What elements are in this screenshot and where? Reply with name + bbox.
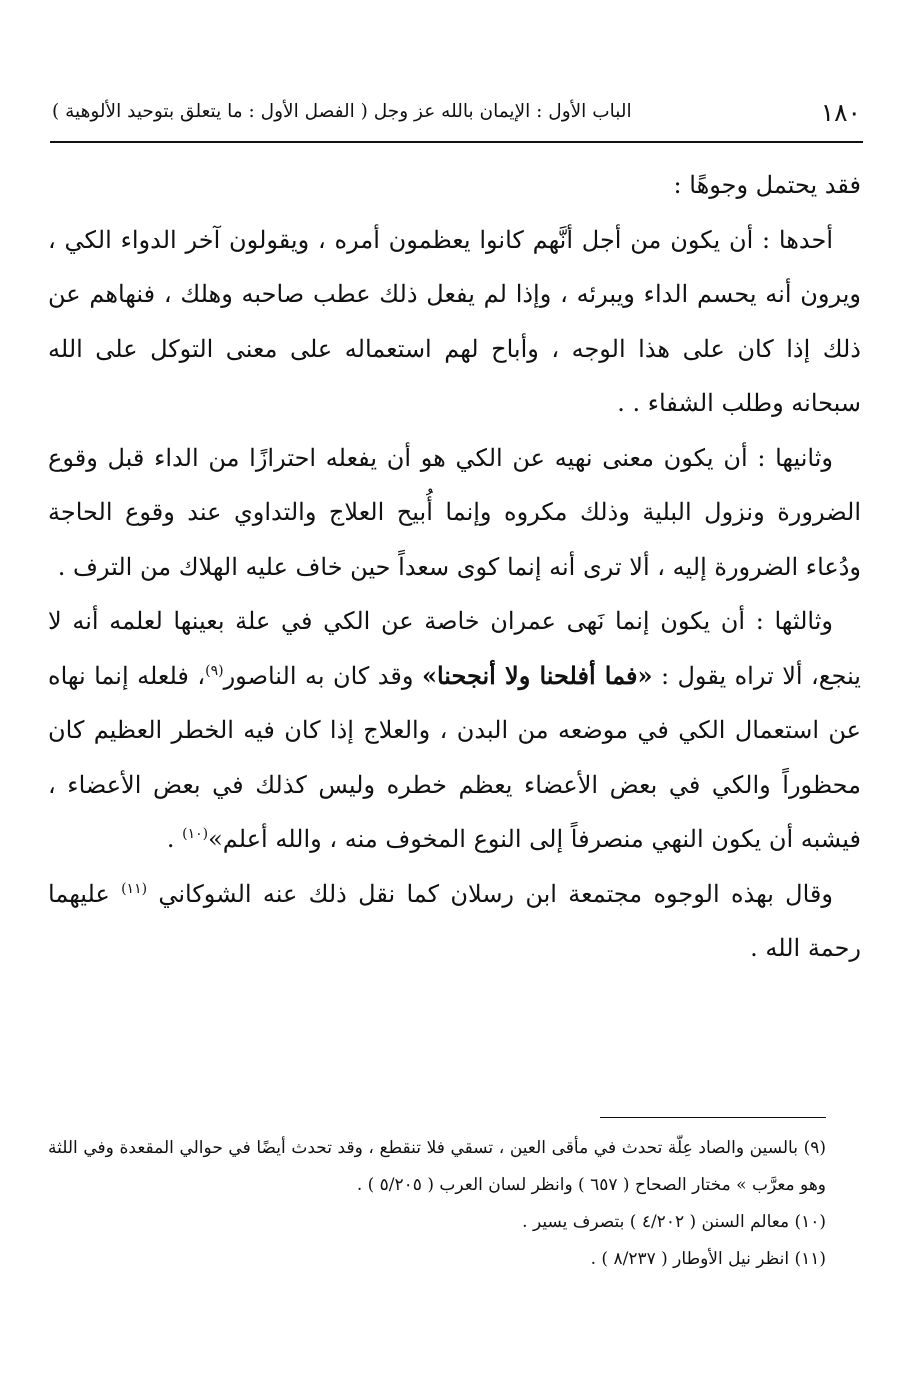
third-text-2: وقد كان به الناصور [223,661,414,690]
page-header [52,98,861,138]
hadith-quote: «فما أفلحنا ولا أنجحنا» [421,660,653,690]
closing-paragraph [48,867,861,976]
footnote-11: (١١) انظر نيل الأوطار ( ٨/٢٣٧ ) . [590,1249,826,1269]
second-aspect-paragraph: وثانيها : أن يكون معنى نهيه عن الكي هو أن يفعله احترازًا من الداء قبل وقوع الضرورة ونزول البلية وذلك مكروه وإنما أُبيح العلاج والتداوي عند وقوع الحاجة ودُعاء الضرورة إليه ، ألا ترى أنه إنما كوى سعداً حين خاف عليه الهلاك من الترف . [48,443,861,581]
intro-paragraph: فقد يحتمل وجوهًا : [673,171,861,199]
footnote-ref-11: (١١) [121,880,148,897]
third-text-end: . [166,825,175,853]
footnotes [48,1130,826,1278]
footnote-10: (١٠) معالم السنن ( ٤/٢٠٢ ) بتصرف يسير . [522,1212,826,1232]
closing-text-2: عليهما رحمة الله . [48,879,861,962]
footnote-ref-10: (١٠) [182,826,209,842]
third-text-1: وثالثها : أن يكون إنما نَهى عمران خاصة عن الكي في علة بعينها لعلمه أنه لا ينجع، ألا تراه يقول : [48,607,861,690]
main-text [48,158,861,976]
third-aspect-paragraph [48,594,861,867]
third-text-3: ، فلعله إنما نهاه عن استعمال الكي في موضعه من البدن ، والعلاج إذا كان فيه الخطر العظيم كان محظوراً والكي في بعض الأعضاء يعظم خطره وليس كذلك في بعض الأعضاء ، فيشبه أن يكون النهي منصرفاً إلى النوع المخوف منه ، والله أعلم» [48,661,861,853]
page-number: ١٨٠ [820,98,861,127]
closing-text-1: وقال بهذه الوجوه مجتمعة ابن رسلان كما نقل ذلك عنه الشوكاني [158,879,833,908]
header-rule [50,141,863,143]
first-aspect-paragraph: أحدها : أن يكون من أجل أنَّهم كانوا يعظمون أمره ، ويقولون آخر الدواء الكي ، ويرون أنه يحسم الداء ويبرئه ، وإذا لم يفعل ذلك عطب صاحبه وهلك ، فنهاهم عن ذلك إذا كان على هذا الوجه ، وأباح لهم استعماله على معنى التوكل على الله سبحانه وطلب الشفاء . . [48,225,861,417]
footnote-separator [600,1117,826,1118]
footnote-9: (٩) بالسين والصاد عِلّة تحدث في مأقى العين ، تسقي فلا تنقطع ، وقد تحدث أيضًا في حوالي المقعدة وفي اللثة وهو معرَّب » مختار الصحاح ( ٦٥٧ ) وانظر لسان العرب ( ٥/٢٠٥ ) . [48,1138,826,1195]
footnote-ref-9: (٩) [205,662,224,679]
running-head: الباب الأول : الإيمان بالله عز وجل ( الفصل الأول : ما يتعلق بتوحيد الألوهية ) [52,101,632,122]
